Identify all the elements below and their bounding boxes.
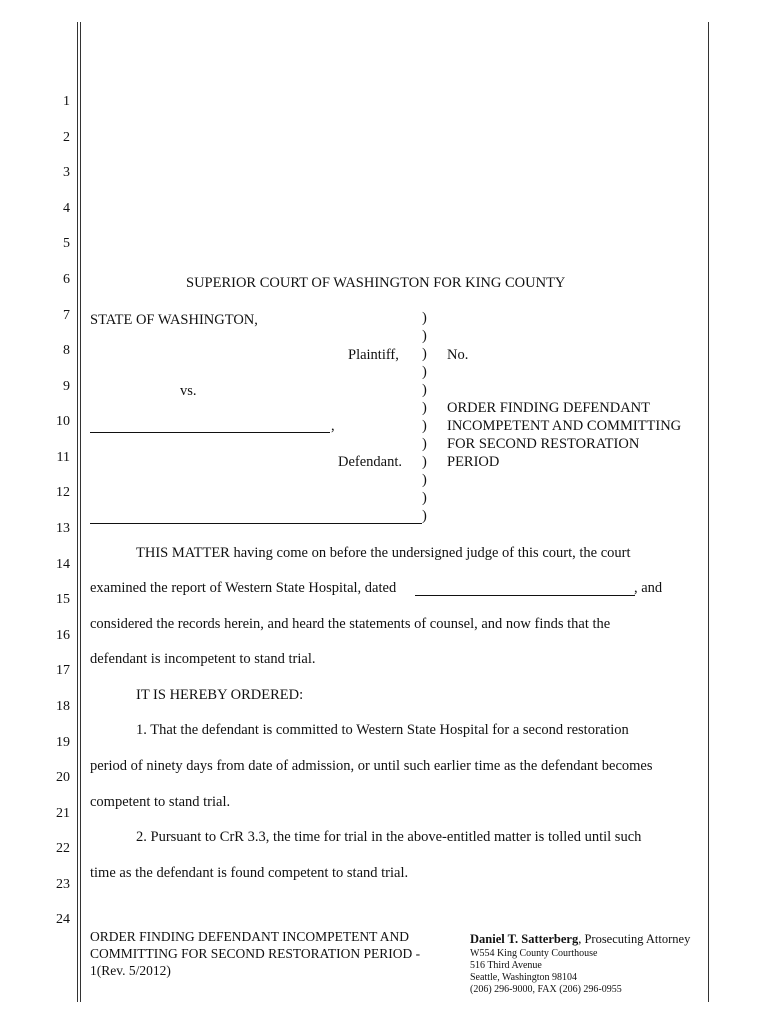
line-number: 19 <box>56 735 70 750</box>
order-item-1-line-1: 1. That the defendant is committed to Western State Hospital for a second restoration <box>136 722 629 738</box>
line-number: 7 <box>63 308 70 323</box>
versus-label: vs. <box>180 383 197 399</box>
plaintiff-label: Plaintiff, <box>348 347 399 363</box>
paren: ) <box>422 508 427 524</box>
attorney-name: Daniel T. Satterberg <box>470 932 579 946</box>
line-number: 24 <box>56 912 70 927</box>
attorney-address-line: 516 Third Avenue <box>470 960 542 971</box>
paren: ) <box>422 490 427 506</box>
defendant-comma: , <box>331 418 335 434</box>
left-margin-rule-2 <box>80 22 81 1002</box>
line-number: 3 <box>63 165 70 180</box>
body-paragraph-1-line-3: considered the records herein, and heard the statements of counsel, and now finds that the <box>90 616 611 632</box>
line-number: 15 <box>56 592 70 607</box>
line-number: 1 <box>63 94 70 109</box>
line-number: 20 <box>56 770 70 785</box>
line-number: 6 <box>63 272 70 287</box>
paren: ) <box>422 310 427 326</box>
order-item-1-line-3: competent to stand trial. <box>90 794 231 810</box>
line-number: 9 <box>63 379 70 394</box>
line-number: 4 <box>63 201 70 216</box>
attorney-phone: (206) 296-9000, FAX (206) 296-0955 <box>470 984 622 995</box>
order-title-line: ORDER FINDING DEFENDANT <box>447 400 650 416</box>
attorney-address-line: W554 King County Courthouse <box>470 948 598 959</box>
line-number: 21 <box>56 806 70 821</box>
attorney-line <box>470 932 690 947</box>
line-number: 18 <box>56 699 70 714</box>
line-number: 13 <box>56 521 70 536</box>
body-paragraph-1-line-2a: examined the report of Western State Hospital, dated <box>90 580 397 596</box>
body-paragraph-1-line-1: THIS MATTER having come on before the undersigned judge of this court, the court <box>136 545 631 561</box>
footer-title-line: COMMITTING FOR SECOND RESTORATION PERIOD - <box>90 946 421 961</box>
paren: ) <box>422 454 427 470</box>
footer-title-line: 1(Rev. 5/2012) <box>90 963 171 978</box>
line-number: 14 <box>56 557 70 572</box>
paren: ) <box>422 472 427 488</box>
line-number: 5 <box>63 236 70 251</box>
line-number: 8 <box>63 343 70 358</box>
footer-title-line: ORDER FINDING DEFENDANT INCOMPETENT AND <box>90 929 410 944</box>
court-title: SUPERIOR COURT OF WASHINGTON FOR KING COUNTY <box>186 275 566 291</box>
body-paragraph-1-line-2b: , and <box>634 580 663 596</box>
paren: ) <box>422 436 427 452</box>
line-number: 17 <box>56 663 70 678</box>
line-number: 16 <box>56 628 70 643</box>
attorney-address-line: Seattle, Washington 98104 <box>470 972 578 983</box>
order-title-line: INCOMPETENT AND COMMITTING <box>447 418 682 434</box>
plaintiff-name: STATE OF WASHINGTON, <box>90 312 258 328</box>
paren: ) <box>422 364 427 380</box>
line-number: 10 <box>56 414 70 429</box>
paren: ) <box>422 328 427 344</box>
case-number-label: No. <box>447 347 469 363</box>
order-item-2-line-2: time as the defendant is found competent to stand trial. <box>90 865 409 881</box>
defendant-label: Defendant. <box>338 454 403 470</box>
line-number: 11 <box>56 450 70 465</box>
body-paragraph-1-line-4: defendant is incompetent to stand trial. <box>90 651 316 667</box>
ordered-heading: IT IS HEREBY ORDERED: <box>136 687 304 703</box>
report-date-blank <box>415 595 635 596</box>
order-title-line: PERIOD <box>447 454 500 470</box>
line-number: 23 <box>56 877 70 892</box>
right-margin-rule <box>708 22 709 1002</box>
paren: ) <box>422 346 427 362</box>
order-title-line: FOR SECOND RESTORATION <box>447 436 640 452</box>
line-number: 12 <box>56 485 70 500</box>
paren: ) <box>422 418 427 434</box>
defendant-name-blank <box>90 432 330 433</box>
caption-bottom-rule <box>90 523 422 524</box>
order-item-2-line-1: 2. Pursuant to CrR 3.3, the time for trial in the above-entitled matter is tolled until such <box>136 829 642 845</box>
attorney-title: , Prosecuting Attorney <box>578 932 691 946</box>
left-margin-rule-1 <box>77 22 78 1002</box>
order-item-1-line-2: period of ninety days from date of admission, or until such earlier time as the defendant becomes <box>90 758 653 774</box>
paren: ) <box>422 400 427 416</box>
paren: ) <box>422 382 427 398</box>
line-number: 22 <box>56 841 70 856</box>
line-number: 2 <box>63 130 70 145</box>
